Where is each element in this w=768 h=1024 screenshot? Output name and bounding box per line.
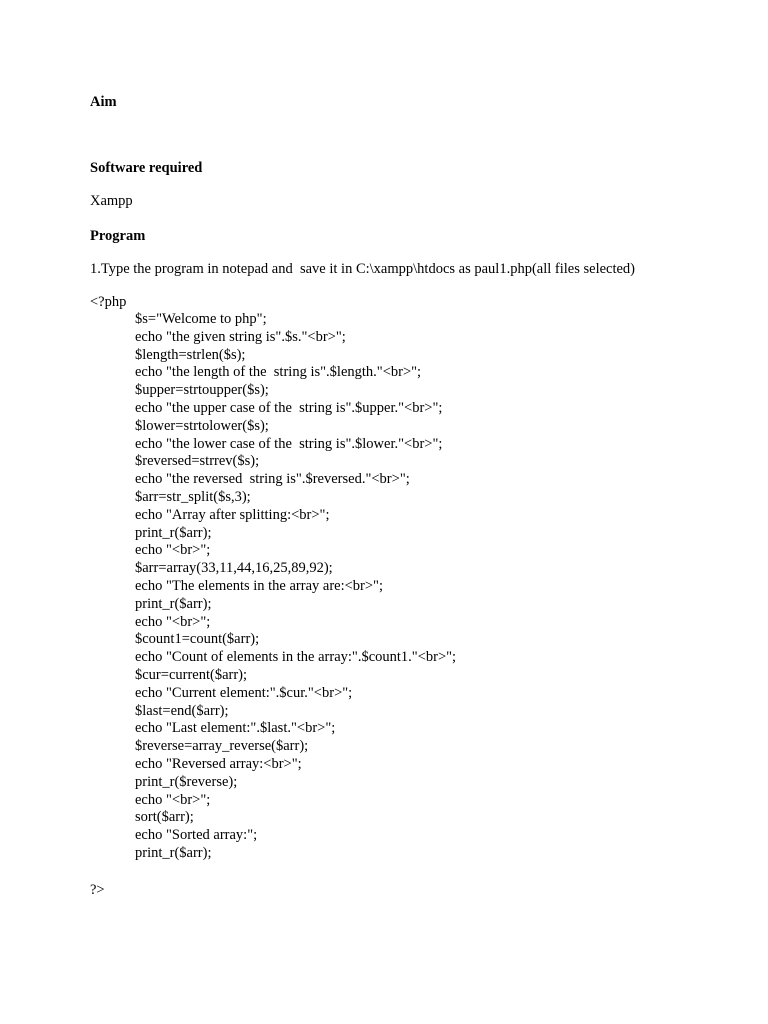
code-line: print_r($arr); <box>135 595 212 612</box>
code-line: $cur=current($arr); <box>135 666 248 683</box>
code-line: print_r($arr); <box>135 524 212 541</box>
code-line: print_r($reverse); <box>135 773 238 790</box>
code-line: echo "Current element:".$cur."<br>"; <box>135 684 353 701</box>
code-line: echo "Count of elements in the array:".$count1."<br>"; <box>135 649 457 666</box>
program-heading: Program <box>90 228 146 244</box>
aim-heading: Aim <box>90 94 117 110</box>
code-line: echo "The elements in the array are:<br>"; <box>135 577 384 594</box>
code-line: $upper=strtoupper($s); <box>135 382 269 399</box>
php-open-tag: <?php <box>90 294 127 310</box>
code-line: $reverse=array_reverse($arr); <box>135 738 309 755</box>
code-line: print_r($arr); <box>135 844 212 861</box>
code-line: echo "the given string is".$s."<br>"; <box>135 328 346 345</box>
code-line: $count1=count($arr); <box>135 631 260 648</box>
code-line: $lower=strtolower($s); <box>135 417 269 434</box>
code-line: echo "Last element:".$last."<br>"; <box>135 720 336 737</box>
code-line: sort($arr); <box>135 809 194 826</box>
code-line: $s="Welcome to php"; <box>135 311 267 327</box>
instruction-text: 1.Type the program in notepad and save it in C:\xampp\htdocs as paul1.php(all files selected) <box>90 261 636 277</box>
code-line: echo "<br>"; <box>135 791 211 808</box>
code-line: echo "Sorted array:"; <box>135 827 258 844</box>
code-line: echo "Reversed array:<br>"; <box>135 755 302 772</box>
code-line: $reversed=strrev($s); <box>135 453 260 470</box>
software-value: Xampp <box>90 193 133 209</box>
code-line: echo "Array after splitting:<br>"; <box>135 506 330 523</box>
software-required-heading: Software required <box>90 160 203 176</box>
php-close-tag: ?> <box>90 882 105 898</box>
code-block <box>135 311 456 863</box>
code-line: echo "the length of the string is".$length."<br>"; <box>135 364 422 381</box>
code-line: $length=strlen($s); <box>135 346 246 363</box>
code-line: echo "the upper case of the string is".$upper."<br>"; <box>135 399 443 416</box>
code-line: echo "<br>"; <box>135 613 211 630</box>
code-line: $arr=str_split($s,3); <box>135 488 251 505</box>
code-line: echo "the lower case of the string is".$lower."<br>"; <box>135 435 443 452</box>
code-line: echo "<br>"; <box>135 542 211 559</box>
code-line: $arr=array(33,11,44,16,25,89,92); <box>135 560 333 577</box>
code-line: $last=end($arr); <box>135 702 229 719</box>
code-line: echo "the reversed string is".$reversed."<br>"; <box>135 471 410 488</box>
